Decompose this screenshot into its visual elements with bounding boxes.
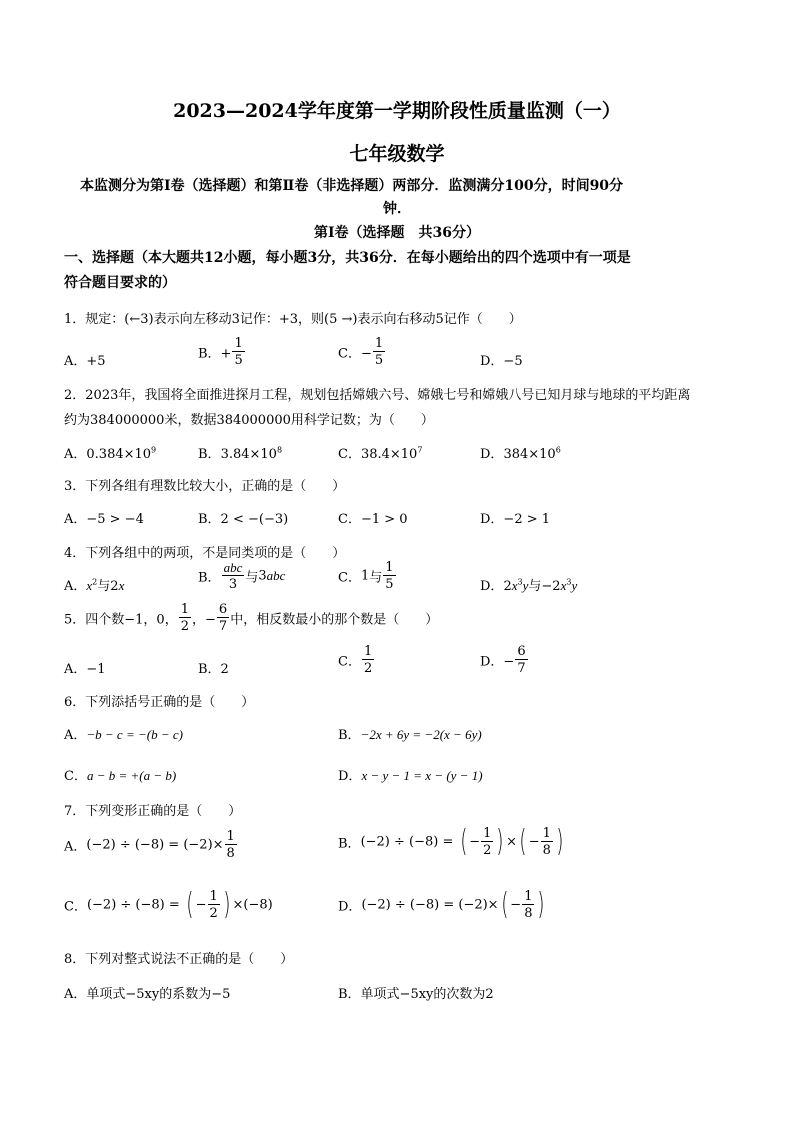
q1-option-c: C．− $\frac{1}{5}$ (338, 336, 384, 368)
section-heading-line-1: 一、选择题（本大题共12小题，每小题3分，共36分．在每小题给出的四个选项中有一项是 (64, 250, 631, 266)
q4-option-c: C．1与 $\frac{1}{5}$ (338, 560, 394, 592)
q4-option-d: D．$2x^3y$与$-2x^3y$ (480, 577, 578, 594)
question-2-stem-line-2: 约为384000000米，数据384000000用科学记数；为（ ） (64, 413, 434, 428)
q1-option-d: D．−5 (480, 354, 523, 369)
q6-option-a: A．−b − c = −(b − c) (64, 727, 183, 743)
q5-option-d: D．− $\frac{6}{7}$ (480, 644, 526, 676)
q7-option-c: C．(−2) ÷ (−8) = ( − $\frac{1}{2}$ ) ×(−8) (64, 887, 273, 922)
question-5-stem: 5．四个数−1，0， $\frac{1}{2}$ ，− $\frac{6}{7}$ 中，相反数最小的那个数是（ ） (64, 602, 439, 634)
question-4-stem: 4．下列各组中的两项，不是同类项的是（ ） (64, 546, 346, 561)
question-6-stem: 6．下列添括号正确的是（ ） (64, 695, 255, 710)
intro-line-2: 钟． (383, 201, 411, 217)
section-heading-line-2: 符合题目要求的） (64, 275, 176, 291)
q6-option-d: D．x − y − 1 = x − (y − 1) (338, 768, 483, 784)
q4-option-b: B． $\frac{\text{abc}}{3}$ 与3abc (198, 560, 286, 592)
q3-option-b: B．2 < −(−3) (198, 512, 289, 527)
q6-option-b: B．−2x + 6y = −2(x − 6y) (338, 727, 482, 743)
question-3-stem: 3．下列各组有理数比较大小，正确的是（ ） (64, 479, 346, 494)
q2-option-a: A．$0.384\times 10^9$ (64, 445, 157, 462)
q2-option-d: D．$384\times 10^6$ (480, 445, 561, 462)
q5-option-c: C． $\frac{1}{2}$ (338, 644, 373, 676)
q1-option-a: A．+5 (64, 354, 106, 369)
q4-option-a: A．$x^2$与2x (64, 577, 125, 594)
q1-option-b: B．+ $\frac{1}{5}$ (198, 336, 243, 368)
page-subtitle: 七年级数学 (349, 143, 445, 165)
q3-option-d: D．−2 > 1 (480, 512, 551, 527)
q2-option-b: B．$3.84\times 10^8$ (198, 445, 283, 462)
q7-option-b: B．(−2) ÷ (−8) = ( − $\frac{1}{2}$ ) ×( − $\frac{1}{8}$ ) (338, 824, 564, 859)
q8-option-b: B．单项式−5xy的次数为2 (338, 987, 494, 1002)
q8-option-a: A．单项式−5xy的系数为−5 (64, 987, 231, 1002)
q7-option-d: D．(−2) ÷ (−8) = (−2)×( − $\frac{1}{8}$ ) (338, 887, 545, 922)
question-1-stem: 1．规定：(←3)表示向左移动3记作：+3，则(5 →)表示向右移动5记作（ ） (64, 312, 522, 327)
question-8-stem: 8．下列对整式说法不正确的是（ ） (64, 952, 294, 967)
q7-option-a: A．(−2) ÷ (−8) = (−2)× $\frac{1}{8}$ (64, 829, 235, 861)
intro-line-1: 本监测分为第Ⅰ卷（选择题）和第Ⅱ卷（非选择题）两部分．监测满分100分，时间90分 (80, 178, 624, 194)
q3-option-a: A．−5 > −4 (64, 512, 144, 527)
question-2-stem-line-1: 2．2023年，我国将全面推进探月工程，规划包括嫦娥六号、嫦娥七号和嫦娥八号已知月球与地球的平均距离 (64, 388, 691, 403)
q6-option-c: C．a − b = +(a − b) (64, 768, 177, 784)
q3-option-c: C．−1 > 0 (338, 512, 408, 527)
q2-option-c: C．$38.4\times 10^7$ (338, 445, 423, 462)
part-heading: 第Ⅰ卷（选择题 共36分） (313, 225, 481, 241)
question-7-stem: 7．下列变形正确的是（ ） (64, 804, 242, 819)
q5-option-b: B．2 (198, 662, 229, 677)
q5-option-a: A．−1 (64, 662, 106, 677)
page-title: 2023—2024学年度第一学期阶段性质量监测（一） (173, 100, 621, 122)
